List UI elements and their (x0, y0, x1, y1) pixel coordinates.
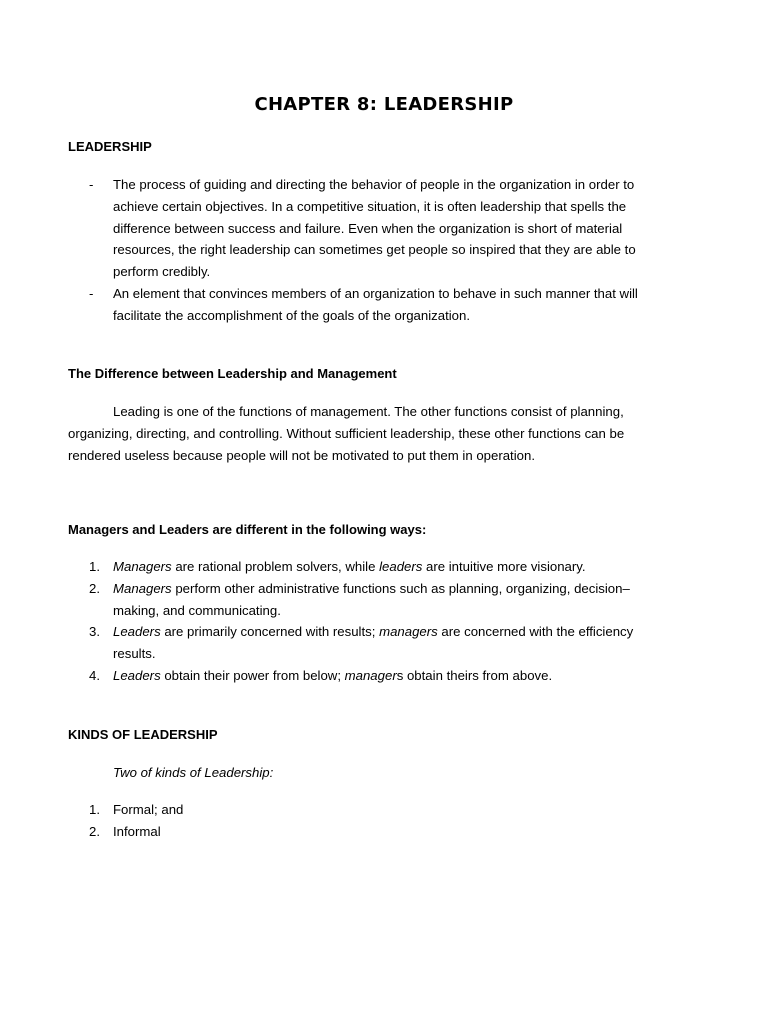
kinds-intro: Two of kinds of Leadership: (113, 765, 274, 780)
item-number: 1. (89, 559, 100, 574)
list-item (68, 799, 668, 821)
term: managers (379, 624, 438, 640)
term: Leaders (113, 624, 161, 640)
leadership-bullet-list (68, 174, 668, 327)
list-item (68, 821, 668, 843)
item-number: 1. (89, 802, 100, 817)
item-text: are rational problem solvers, while (171, 559, 380, 574)
list-item (68, 665, 668, 687)
term: Leaders (113, 667, 161, 683)
item-number: 2. (89, 823, 100, 839)
item-number: 3. (89, 624, 100, 640)
item-text: s obtain theirs from above. (396, 667, 553, 683)
section-heading-leadership: LEADERSHIP (68, 139, 152, 154)
item-text: perform other administrative functions such as planning, organizing, decision–making, and communicating. (113, 580, 630, 618)
term: leaders (379, 559, 423, 574)
item-text: Formal; and (113, 802, 184, 817)
chapter-title: CHAPTER 8: LEADERSHIP (254, 94, 514, 115)
list-item (68, 174, 668, 283)
list-item (68, 578, 668, 622)
term: Managers (113, 559, 172, 574)
list-item (68, 556, 668, 578)
item-text: are primarily concerned with results; (160, 624, 380, 640)
item-number: 2. (89, 580, 100, 596)
list-item (68, 283, 668, 327)
term: manager (344, 667, 397, 683)
list-item (68, 621, 668, 665)
item-text: Informal (113, 823, 161, 839)
bullet-marker: - (89, 177, 94, 192)
bullet-marker: - (89, 285, 94, 301)
term: Managers (113, 580, 172, 596)
bullet-text: An element that convinces members of an organization to behave in such manner that will facilitate the accomplishment of the goals of the organization. (113, 285, 638, 323)
item-text: are intuitive more visionary. (422, 559, 586, 574)
kinds-list (68, 799, 668, 843)
item-number: 4. (89, 667, 100, 683)
difference-paragraph: Leading is one of the functions of management. The other functions consist of planning, organizing, directing, and controlling. Without sufficient leadership, these other functions can be rendered useless because people will not be motivated to put them in operation. (68, 404, 625, 463)
section-heading-kinds: KINDS OF LEADERSHIP (68, 727, 218, 742)
section-heading-difference: The Difference between Leadership and Management (68, 366, 397, 381)
managers-leaders-list (68, 556, 668, 687)
bullet-text: The process of guiding and directing the behavior of people in the organization in order to achieve certain objectives. In a competitive situation, it is often leadership that spells the difference between success and failure. Even when the organization is short of material resources, the right leadership can sometimes get people so inspired that they are able to perform credibly. (113, 177, 636, 280)
item-text: are concerned with the efficiency results. (113, 624, 634, 662)
section-heading-managers-leaders: Managers and Leaders are different in the following ways: (68, 522, 427, 537)
item-text: obtain their power from below; (160, 667, 345, 683)
